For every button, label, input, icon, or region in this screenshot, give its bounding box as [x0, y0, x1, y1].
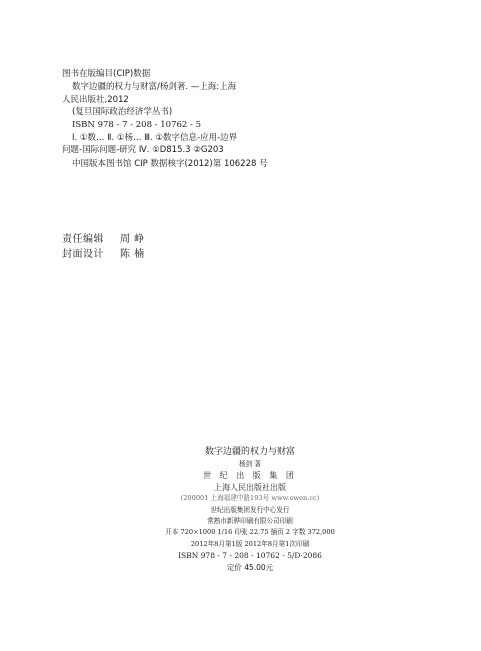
credit-name: 周 峥 [120, 234, 145, 245]
book-title: 数字边疆的权力与财富 [204, 447, 295, 457]
credit-role: 封面设计 [62, 248, 104, 260]
colophon-isbn: ISBN 978 - 7 - 208 - 10762 - 5/D·2086 [178, 551, 322, 561]
edition-info: 2012年8月第1版 2012年8月第1次印刷 [190, 539, 310, 548]
print-specs: 开本 720×1000 1/16 印张 22.75 插页 2 字数 372,000 [165, 528, 335, 537]
cip-line-2: 人民出版社,2012 [62, 94, 129, 105]
distributor: 世纪出版集团发行中心发行 [210, 505, 290, 514]
publisher-address: (200001 上海福建中路193号 www.ewen.cc) [180, 494, 320, 503]
price: 定价 45.00元 [226, 562, 274, 572]
credit-cover-design [62, 248, 145, 263]
publisher: 上海人民出版社出版 [214, 482, 286, 492]
credit-editor [62, 233, 145, 248]
credit-name: 陈 楠 [120, 248, 145, 260]
cip-isbn: ISBN 978 - 7 - 208 - 10762 - 5 [72, 119, 201, 130]
cip-line-1: 数字边疆的权力与财富/杨剑著. —上海:上海 [72, 82, 237, 93]
cip-subjects-2: 问题-国际问题-研究 Ⅳ. ①D815.3 ②G203 [62, 145, 224, 156]
cip-heading: 图书在版编目(CIP)数据 [62, 69, 151, 79]
colophon-block [120, 446, 380, 573]
credit-role: 责任编辑 [62, 234, 104, 245]
cip-subjects-1: Ⅰ. ①数… Ⅱ. ①杨… Ⅲ. ①数字信息-应用-边界 [72, 133, 238, 144]
credits-block [62, 233, 145, 262]
book-author: 杨剑 著 [239, 460, 261, 468]
cip-record: 中国版本图书馆 CIP 数据核字(2012)第 106228 号 [72, 158, 268, 169]
publishing-group: 世 纪 出 版 集 团 [203, 471, 297, 481]
printer: 常熟市新骅印刷有限公司印刷 [207, 517, 293, 526]
cip-block [62, 68, 462, 170]
cip-series: (复旦国际政治经济学丛书) [72, 107, 173, 118]
